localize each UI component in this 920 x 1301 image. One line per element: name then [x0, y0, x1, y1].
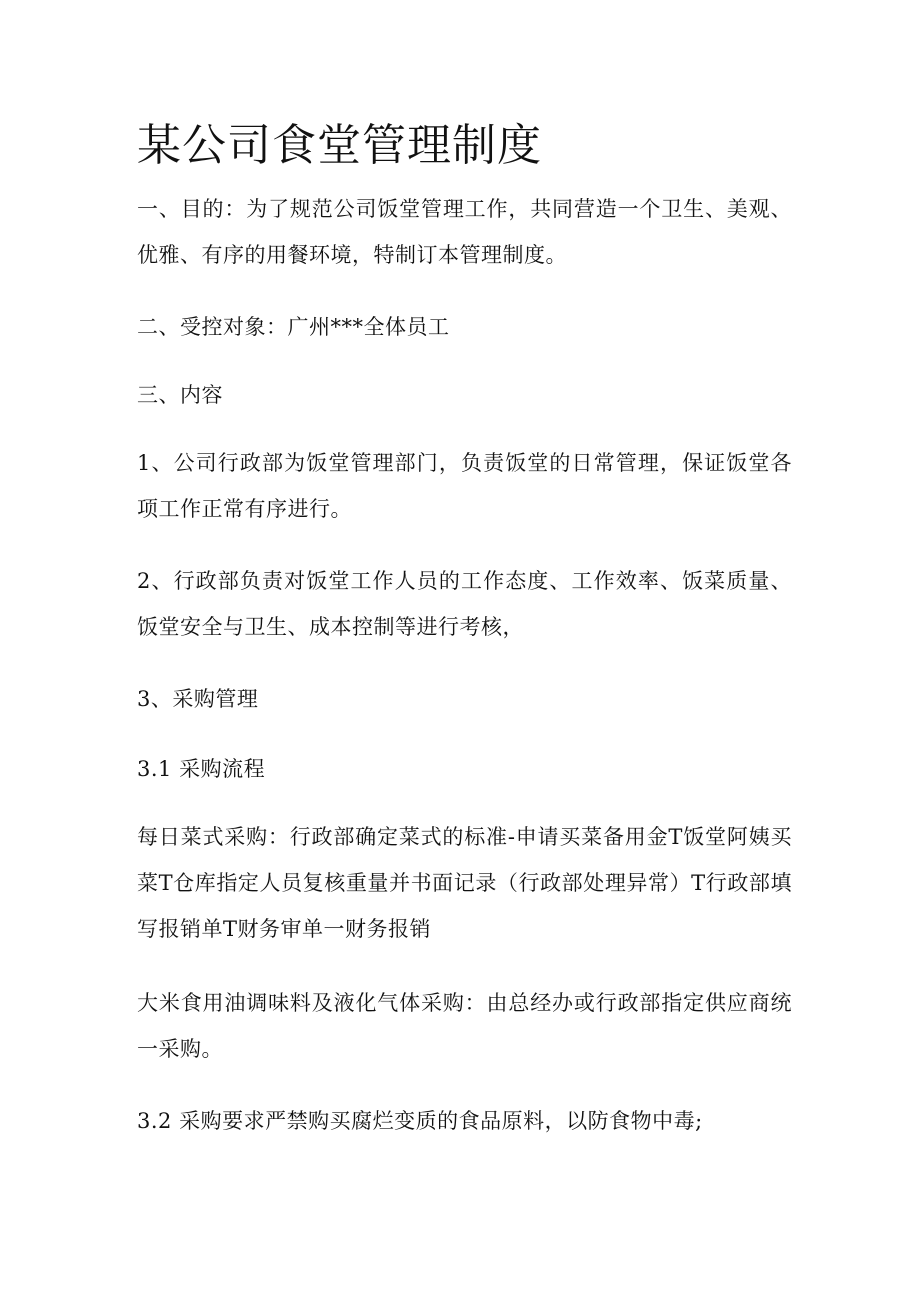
- document-title: 某公司食堂管理制度: [137, 120, 542, 171]
- paragraph-scope: 二、受控对象：广州***全体员工: [137, 315, 450, 339]
- paragraph-3-1-heading: 3.1 采购流程: [137, 757, 266, 781]
- paragraph-item-2: 2、行政部负责对饭堂工作人员的工作态度、工作效率、饭菜质量、饭堂安全与卫生、成本控制等进行考核，: [137, 569, 792, 639]
- paragraph-3-2-requirement: 3.2 采购要求严禁购买腐烂变质的食品原料，以防食物中毒;: [137, 1109, 703, 1133]
- paragraph-item-1: 1、公司行政部为饭堂管理部门，负责饭堂的日常管理，保证饭堂各项工作正常有序进行。: [137, 451, 792, 521]
- paragraph-content-heading: 三、内容: [137, 383, 223, 407]
- paragraph-daily-purchase: 每日菜式采购：行政部确定菜式的标准-申请买菜备用金T饭堂阿姨买菜T仓库指定人员复核重量并书面记录（行政部处理异常）T行政部填写报销单T财务审单一财务报销: [137, 825, 792, 941]
- paragraph-purpose: 一、目的：为了规范公司饭堂管理工作，共同营造一个卫生、美观、优雅、有序的用餐环境，特制订本管理制度。: [137, 197, 792, 267]
- paragraph-bulk-purchase: 大米食用油调味料及液化气体采购：由总经办或行政部指定供应商统一采购。: [137, 991, 792, 1061]
- paragraph-item-3-heading: 3、采购管理: [137, 687, 259, 711]
